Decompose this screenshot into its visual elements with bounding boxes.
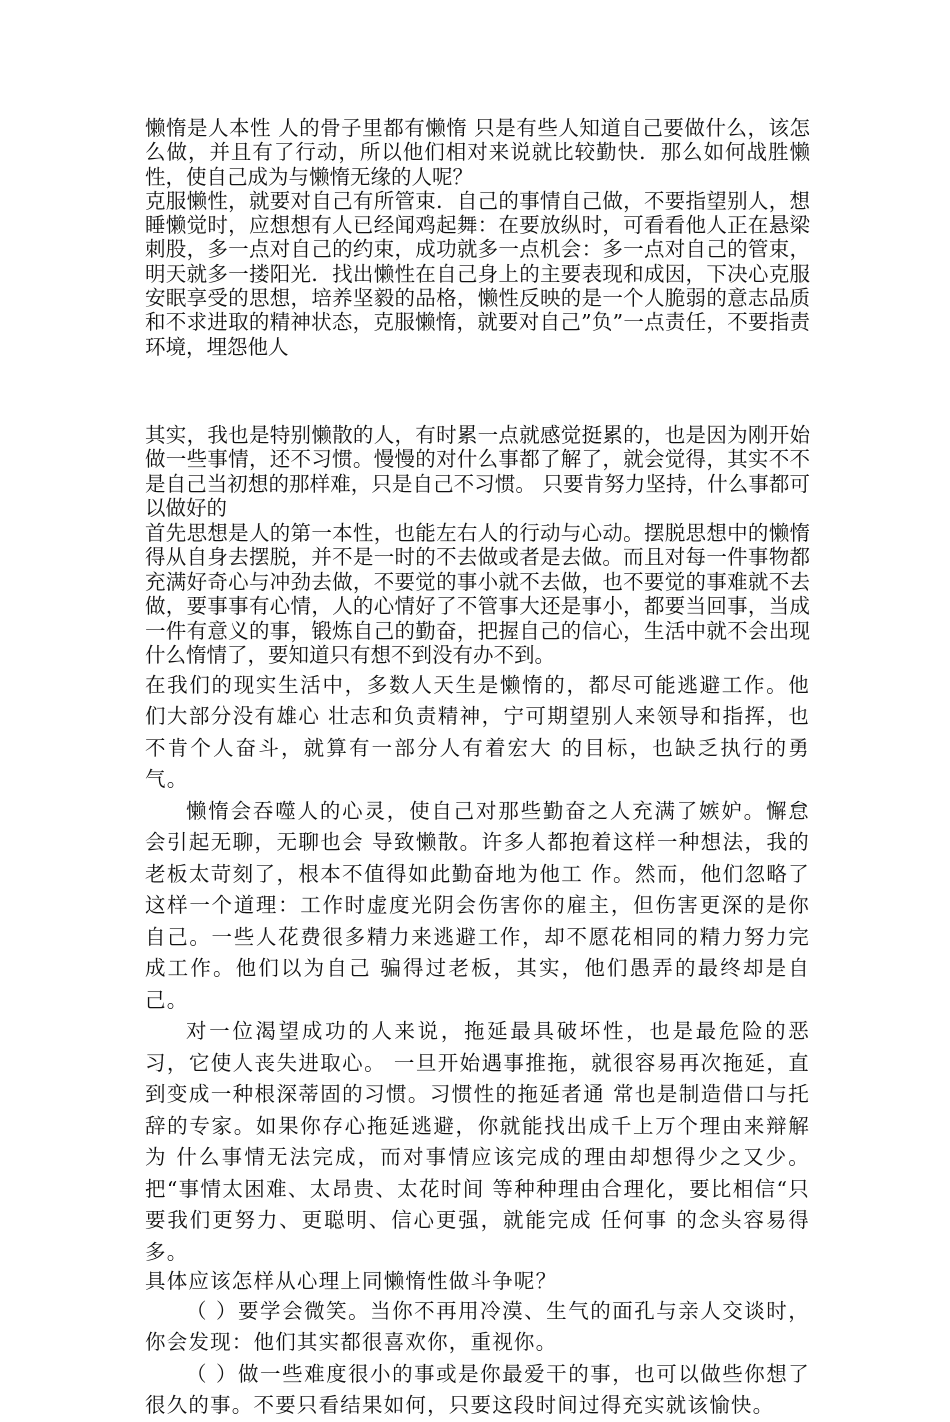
paragraph-personal-experience: 其实，我也是特别懒散的人，有时累一点就感觉挺累的，也是因为刚开始做一些事情，还不习惯。慢慢的对什么事都了解了，就会觉得，其实不不是自己当初想的那样难，只是自己不习惯。 只要肯努力坚持，什么事都可以做好的	[145, 422, 810, 521]
paragraph-reality: 在我们的现实生活中，多数人天生是懒惰的，都尽可能逃避工作。他们大部分没有雄心 壮志和负责精神，宁可期望别人来领导和指挥，也不肯个人奋斗，就算有一部分人有着宏大 的目标，也缺乏执行的勇气。	[145, 672, 810, 792]
document-page	[145, 116, 810, 1422]
paragraph-self-discipline: 克服懒性，就要对自己有所管束．自己的事情自己做，不要指望别人，想睡懒觉时，应想想有人已经闻鸡起舞：在要放纵时，可看看他人正在悬梁刺股，多一点对自己的约束，成功就多一点机会：多一点对自己的管束，明天就多一搂阳光．找出懒性在自己身上的主要表现和成因，下决心克服安眠享受的思想，培养坚毅的品格，懒性反映的是一个人脆弱的意志品质和不求进取的精神状态，克服懒惰，就要对自己”负”一点责任，不要指责环境，埋怨他人	[145, 188, 810, 359]
section-overcome-laziness	[145, 116, 810, 359]
paragraph-intro: 懒惰是人本性 人的骨子里都有懒惰 只是有些人知道自己要做什么，该怎么做，并且有了行动，所以他们相对来说就比较勤快．那么如何战胜懒性，使自己成为与懒惰无缘的人呢？	[145, 116, 810, 189]
paragraph-question: 具体应该怎样从心理上同懒惰性做斗争呢？	[145, 1269, 558, 1294]
paragraph-tip-smile: （ ）要学会微笑。当你不再用冷漠、生气的面孔与亲人交谈时，你会发现：他们其实都很喜欢你，重视你。	[145, 1298, 810, 1355]
paragraph-tip-easy-tasks: （ ）做一些难度很小的事或是你最爱干的事，也可以做些你想了很久的事。不要只看结果如何，只要这段时间过得充实就该愉快。	[145, 1361, 810, 1418]
paragraph-procrastination: 对一位渴望成功的人来说，拖延最具破坏性，也是最危险的恶习，它使人丧失进取心。 一旦开始遇事推拖，就很容易再次拖延，直到变成一种根深蒂固的习惯。习惯性的拖延者通 常也是制造借口与托辞的专家。如果你存心拖延逃避，你就能找出成千上万个理由来辩解为 什么事情无法完成，而对事情应该完成的理由却想得少之又少。把“事情太困难、太昂贵、太花时间 等种种理由合理化，要比相信“只要我们更努力、更聪明、信心更强，就能完成 任何事 的念头容易得多。	[145, 1019, 810, 1264]
section-gap	[145, 359, 810, 423]
paragraph-laziness-devours: 懒惰会吞噬人的心灵，使自己对那些勤奋之人充满了嫉妒。懈怠会引起无聊，无聊也会 导致懒散。许多人都抱着这样一种想法，我的老板太苛刻了，根本不值得如此勤奋地为他工 作。然而，他们忽略了这样一个道理：工作时虚度光阴会伤害你的雇主，但伤害更深的是你 自己。一些人花费很多精力来逃避工作，却不愿花相同的精力努力完成工作。他们以为自己 骗得过老板，其实，他们愚弄的最终却是自己。	[145, 798, 810, 1012]
section-procrastination	[145, 670, 810, 1422]
paragraph-thought-first: 首先思想是人的第一本性，也能左右人的行动与心动。摆脱思想中的懒惰得从自身去摆脱，并不是一时的不去做或者是去做。而且对每一件事物都充满好奇心与冲劲去做，不要觉的事小就不去做，也不要觉的事难就不去做，要事事有心情，人的心情好了不管事大还是事小，都要当回事，当成一件有意义的事，锻炼自己的勤奋，把握自己的信心，生活中就不会出现什么惰情了，要知道只有想不到没有办不到。	[145, 520, 810, 668]
section-personal-reflection	[145, 423, 810, 668]
